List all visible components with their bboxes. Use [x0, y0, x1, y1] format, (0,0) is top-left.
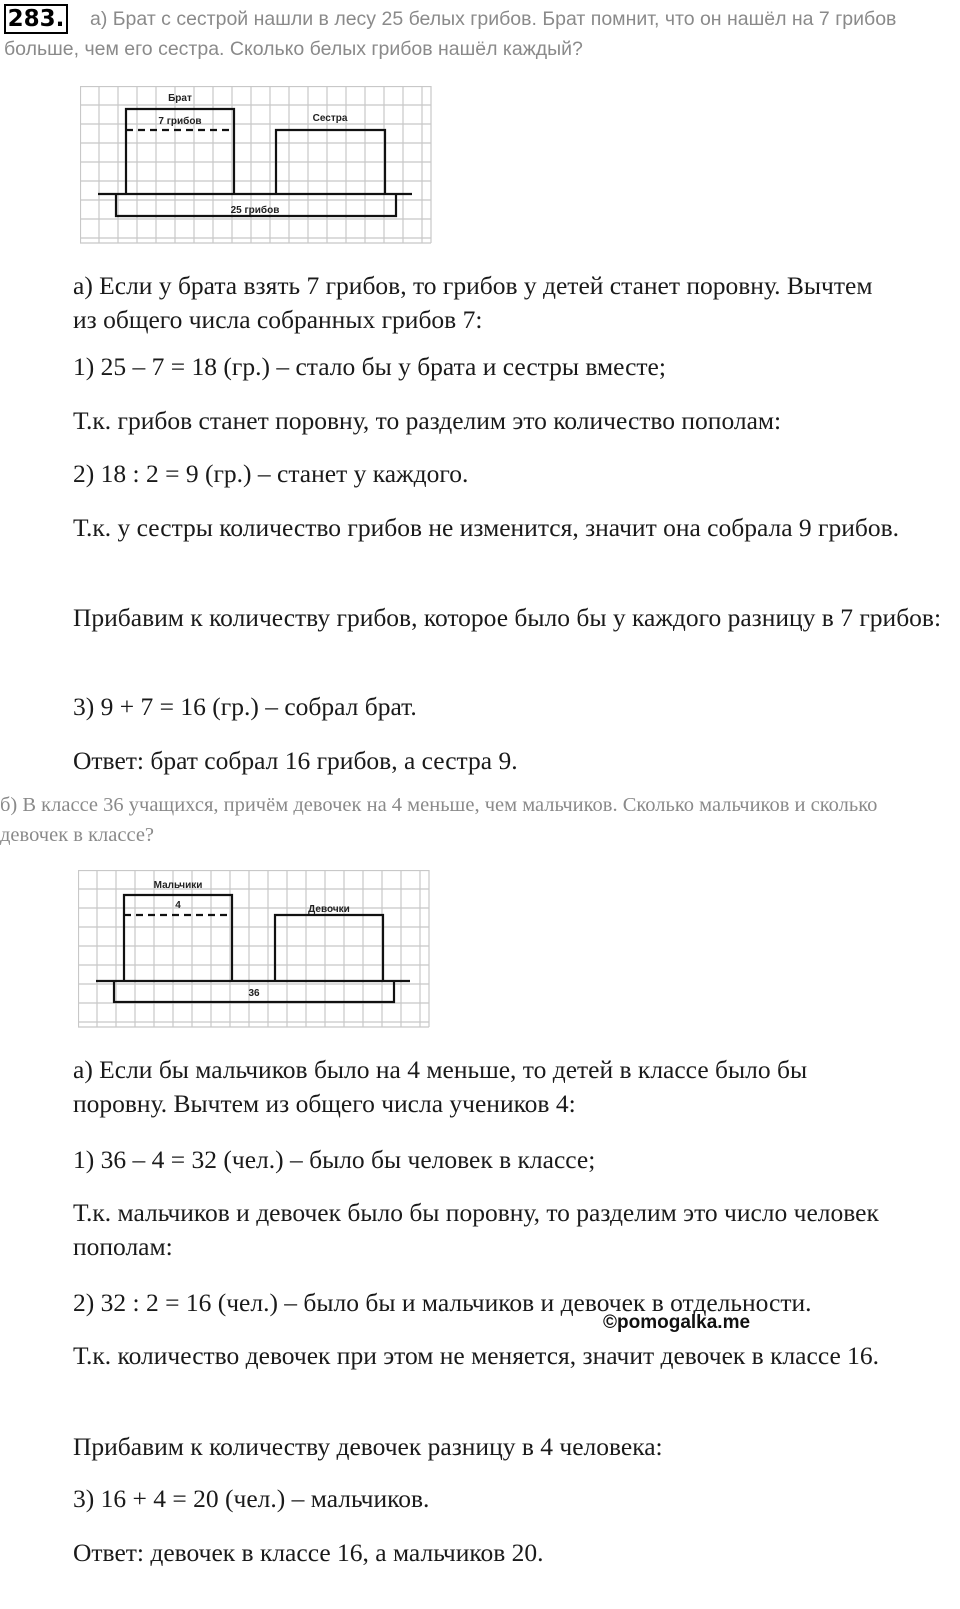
- label-total-a: 25 грибов: [230, 205, 280, 216]
- solution-b-step-1: а) Если бы мальчиков было на 4 меньше, то детей в классе было бы поровну. Вычтем из общего числа учеников 4:: [73, 1055, 808, 1118]
- solution-a-step-3: Т.к. грибов станет поровну, то разделим это количество пополам:: [73, 406, 782, 435]
- solution-b-step-6: Прибавим к количеству девочек разницу в 4 человека:: [73, 1432, 663, 1461]
- label-diff-b: 4: [175, 900, 181, 911]
- solution-b-step-3: Т.к. мальчиков и девочек было бы поровну, то разделим это число человек пополам:: [73, 1198, 879, 1261]
- watermark: ©pomogalka.me: [603, 1312, 751, 1333]
- label-brother-a: Брат: [168, 93, 192, 104]
- solution-a-step-5: Т.к. у сестры количество грибов не изменится, значит она собрала 9 грибов.: [73, 513, 900, 542]
- solution-b-step-2: 1) 36 – 4 = 32 (чел.) – было бы человек в классе;: [73, 1145, 596, 1174]
- diagram-b: [78, 870, 430, 1030]
- label-total-b: 36: [248, 988, 260, 999]
- solution-a-step-6: Прибавим к количеству грибов, которое было бы у каждого разницу в 7 грибов:: [73, 603, 942, 632]
- label-boys-b: Мальчики: [153, 880, 203, 891]
- solution-a-step-7: 3) 9 + 7 = 16 (гр.) – собрал брат.: [73, 692, 417, 721]
- label-sister-a: Сестра: [312, 113, 348, 124]
- solution-b-step-7: 3) 16 + 4 = 20 (чел.) – мальчиков.: [73, 1484, 430, 1513]
- task-b-text: б) В классе 36 учащихся, причём девочек на 4 меньше, чем мальчиков. Сколько мальчиков и сколько девочек в классе?: [0, 794, 878, 846]
- diagram-a: [80, 86, 432, 246]
- bar-girls-b: [275, 915, 383, 981]
- solution-a-step-4: 2) 18 : 2 = 9 (гр.) – станет у каждого.: [73, 459, 469, 488]
- solution-b-step-5: Т.к. количество девочек при этом не меняется, значит девочек в классе 16.: [73, 1341, 880, 1370]
- task-a-text: а) Брат с сестрой нашли в лесу 25 белых грибов. Брат помнит, что он нашёл на 7 грибов больше, чем его сестра. Сколько белых грибов нашёл каждый?: [4, 8, 897, 60]
- label-diff-a: 7 грибов: [158, 116, 202, 127]
- solution-b-step-4: 2) 32 : 2 = 16 (чел.) – было бы и мальчиков и девочек в отдельности.: [73, 1288, 812, 1317]
- solution-a-step-1: а) Если у брата взять 7 грибов, то грибов у детей станет поровну. Вычтем из общего числа собранных грибов 7:: [73, 271, 873, 334]
- problem-number: 283.: [4, 4, 68, 34]
- grid-b: [78, 870, 429, 1027]
- solution-a-step-2: 1) 25 – 7 = 18 (гр.) – стало бы у брата и сестры вместе;: [73, 352, 666, 381]
- solution-a-answer: Ответ: брат собрал 16 грибов, а сестра 9.: [73, 746, 518, 775]
- solution-b-answer: Ответ: девочек в классе 16, а мальчиков 20.: [73, 1538, 544, 1567]
- label-girls-b: Девочки: [308, 904, 350, 915]
